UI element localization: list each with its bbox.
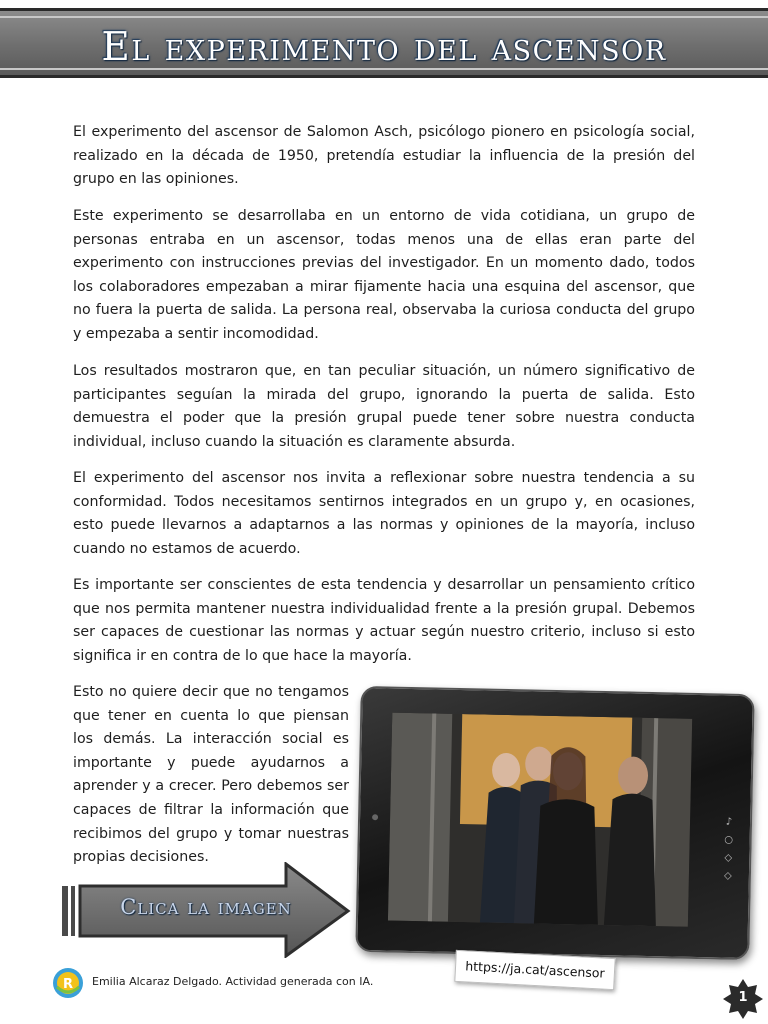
diamond-icon: ◇ bbox=[723, 870, 732, 882]
paragraph-results: Los resultados mostraron que, en tan peculiar situación, un número significativo de participantes seguían la mirada del grupo, ignorando la puerta de salida. Esto demuestra el poder que la presión grupal puede tener sobre nuestra conducta individual, incluso cuando la situación es claramente absurda. bbox=[73, 363, 695, 450]
logo-letter: R bbox=[62, 977, 74, 992]
cta-arrow[interactable] bbox=[60, 862, 352, 958]
diamond-icon: ◇ bbox=[724, 852, 733, 864]
paragraph-reflection: El experimento del ascensor nos invita a reflexionar sobre nuestra tendencia a su conformidad. Todos necesitamos sentirnos integrados en un grupo y, en ocasiones, esto puede llevarnos a adaptarnos a las normas y opiniones de la mayoría, incluso cuando no estamos de acuerdo. bbox=[73, 470, 695, 557]
logo-icon bbox=[52, 967, 84, 999]
cta-label: Clica la imagen bbox=[120, 895, 292, 919]
url-label[interactable]: https://ja.cat/ascensor bbox=[454, 950, 615, 990]
music-note-icon: ♪ bbox=[725, 816, 733, 828]
paragraph-conclusion: Esto no quiere decir que no tengamos que tener en cuenta lo que piensan los demás. La interacción social es importante y puede ayudarnos a aprender y a crecer. Pero debemos ser capaces de filtrar la información que recibimos del grupo y tomar nuestras propias decisiones. bbox=[73, 684, 349, 866]
header-bar bbox=[0, 8, 768, 78]
paragraph-critical-thinking: Es importante ser conscientes de esta tendencia y desarrollar un pensamiento crítico que nos permita mantener nuestra individualidad frente a la presión grupal. Debemos ser capaces de cuestionar las normas y actuar según nuestro criterio, incluso si esto significa ir en contra de lo que hace la mayoría. bbox=[73, 577, 695, 664]
tablet-image-link[interactable] bbox=[355, 686, 754, 960]
paragraph-setup: Este experimento se desarrollaba en un entorno de vida cotidiana, un grupo de personas entraba en un ascensor, todas menos una de ellas eran parte del experimento con instrucciones previas del investigador. En un momento dado, todos los colaboradores empezaban a mirar fijamente hacia una esquina del ascensor, que no fuera la puerta de salida. La persona real, observaba la curiosa conducta del grupo y empezaba a sentir incomodidad. bbox=[73, 208, 695, 342]
elevator-photo bbox=[388, 713, 692, 927]
circle-icon: ○ bbox=[724, 834, 734, 846]
page-number: 1 bbox=[738, 990, 748, 1005]
footer-credit: Emilia Alcaraz Delgado. Actividad generada con IA. bbox=[92, 975, 374, 988]
page-title: El experimento del ascensor bbox=[101, 25, 667, 70]
tablet-camera-icon bbox=[372, 814, 378, 820]
tablet-side-buttons bbox=[721, 814, 737, 886]
paragraph-intro: El experimento del ascensor de Salomon Asch, psicólogo pionero en psicología social, realizado en la década de 1950, pretendía estudiar la influencia de la presión del grupo en las opiniones. bbox=[73, 124, 695, 188]
